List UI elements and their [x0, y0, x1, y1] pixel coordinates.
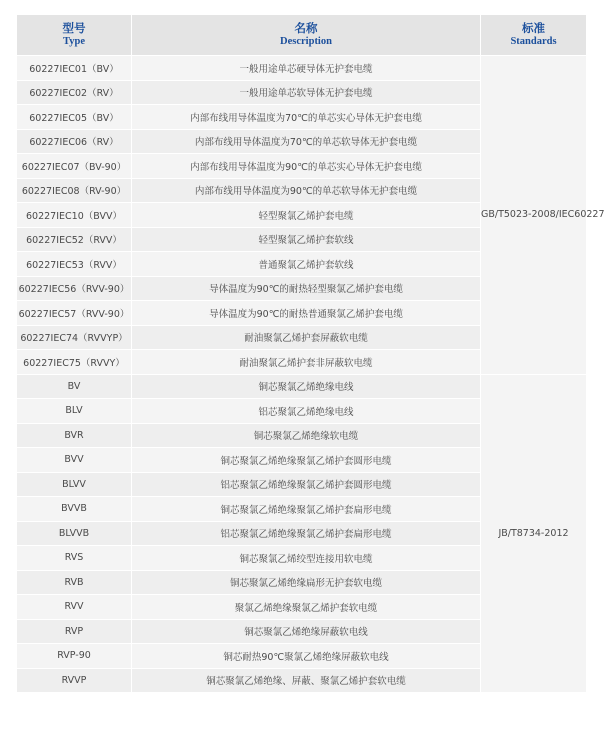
table-header: [17, 15, 587, 56]
type-cell: 60227IEC52（RVV）: [17, 227, 132, 252]
description-cell: 内部布线用导体温度为70℃的单芯软导体无护套电缆: [132, 129, 481, 154]
header-type-zh: 型号: [62, 21, 86, 35]
description-cell: 铜芯聚氯乙烯绝缘软电缆: [132, 423, 481, 448]
type-cell: 60227IEC10（BVV）: [17, 203, 132, 228]
description-cell: 内部布线用导体温度为90℃的单芯实心导体无护套电缆: [132, 154, 481, 179]
description-cell: 普通聚氯乙烯护套软线: [132, 252, 481, 277]
type-cell: RVVP: [17, 668, 132, 693]
header-type: [17, 15, 132, 56]
type-cell: BLVV: [17, 472, 132, 497]
description-cell: 聚氯乙烯绝缘聚氯乙烯护套软电缆: [132, 595, 481, 620]
standard-cell: GB/T5023-2008/IEC60227: [481, 56, 587, 375]
description-cell: 轻型聚氯乙烯护套电缆: [132, 203, 481, 228]
description-cell: 一般用途单芯软导体无护套电缆: [132, 80, 481, 105]
cable-spec-table: [16, 14, 605, 693]
header-type-en: Type: [63, 36, 85, 47]
description-cell: 轻型聚氯乙烯护套软线: [132, 227, 481, 252]
type-cell: RVV: [17, 595, 132, 620]
type-cell: BLV: [17, 399, 132, 424]
type-cell: 60227IEC74（RVVYP）: [17, 325, 132, 350]
type-cell: 60227IEC75（RVVY）: [17, 350, 132, 375]
type-cell: 60227IEC07（BV-90）: [17, 154, 132, 179]
description-cell: 铜芯聚氯乙烯绝缘聚氯乙烯护套扁形电缆: [132, 497, 481, 522]
description-cell: 一般用途单芯硬导体无护套电缆: [132, 56, 481, 81]
header-row: [17, 15, 587, 56]
standard-cell: JB/T8734-2012: [481, 374, 587, 693]
description-cell: 铝芯聚氯乙烯绝缘电线: [132, 399, 481, 424]
header-standards-en: Standards: [510, 36, 557, 47]
type-cell: 60227IEC06（RV）: [17, 129, 132, 154]
description-cell: 铜芯耐热90℃聚氯乙烯绝缘屏蔽软电线: [132, 644, 481, 669]
type-cell: 60227IEC56（RVV-90）: [17, 276, 132, 301]
description-cell: 铜芯聚氯乙烯绝缘、屏蔽、聚氯乙烯护套软电缆: [132, 668, 481, 693]
header-description: [132, 15, 481, 56]
type-cell: BVV: [17, 448, 132, 473]
description-cell: 内部布线用导体温度为90℃的单芯软导体无护套电缆: [132, 178, 481, 203]
type-cell: 60227IEC08（RV-90）: [17, 178, 132, 203]
description-cell: 铜芯聚氯乙烯绝缘屏蔽软电线: [132, 619, 481, 644]
table-row: [17, 56, 587, 81]
header-standards: [481, 15, 587, 56]
type-cell: BLVVB: [17, 521, 132, 546]
type-cell: RVP: [17, 619, 132, 644]
description-cell: 铜芯聚氯乙烯绞型连接用软电缆: [132, 546, 481, 571]
type-cell: BVR: [17, 423, 132, 448]
type-cell: 60227IEC01（BV）: [17, 56, 132, 81]
type-cell: 60227IEC57（RVV-90）: [17, 301, 132, 326]
table-body: [17, 56, 605, 693]
description-cell: 铜芯聚氯乙烯绝缘聚氯乙烯护套圆形电缆: [132, 448, 481, 473]
description-cell: 耐油聚氯乙烯护套屏蔽软电缆: [132, 325, 481, 350]
type-cell: BVVB: [17, 497, 132, 522]
header-description-en: Description: [280, 36, 332, 47]
description-cell: 铝芯聚氯乙烯绝缘聚氯乙烯护套圆形电缆: [132, 472, 481, 497]
type-cell: RVS: [17, 546, 132, 571]
description-cell: 内部布线用导体温度为70℃的单芯实心导体无护套电缆: [132, 105, 481, 130]
type-cell: 60227IEC05（BV）: [17, 105, 132, 130]
description-cell: 铜芯聚氯乙烯绝缘电线: [132, 374, 481, 399]
description-cell: 铜芯聚氯乙烯绝缘扁形无护套软电缆: [132, 570, 481, 595]
table-row: [17, 374, 587, 399]
type-cell: RVP-90: [17, 644, 132, 669]
description-cell: 导体温度为90℃的耐热轻型聚氯乙烯护套电缆: [132, 276, 481, 301]
type-cell: RVB: [17, 570, 132, 595]
description-cell: 耐油聚氯乙烯护套非屏蔽软电缆: [132, 350, 481, 375]
description-cell: 导体温度为90℃的耐热普通聚氯乙烯护套电缆: [132, 301, 481, 326]
description-cell: 铝芯聚氯乙烯绝缘聚氯乙烯护套扁形电缆: [132, 521, 481, 546]
type-cell: 60227IEC02（RV）: [17, 80, 132, 105]
type-cell: BV: [17, 374, 132, 399]
type-cell: 60227IEC53（RVV）: [17, 252, 132, 277]
header-description-zh: 名称: [294, 21, 318, 35]
header-standards-zh: 标准: [522, 21, 545, 35]
